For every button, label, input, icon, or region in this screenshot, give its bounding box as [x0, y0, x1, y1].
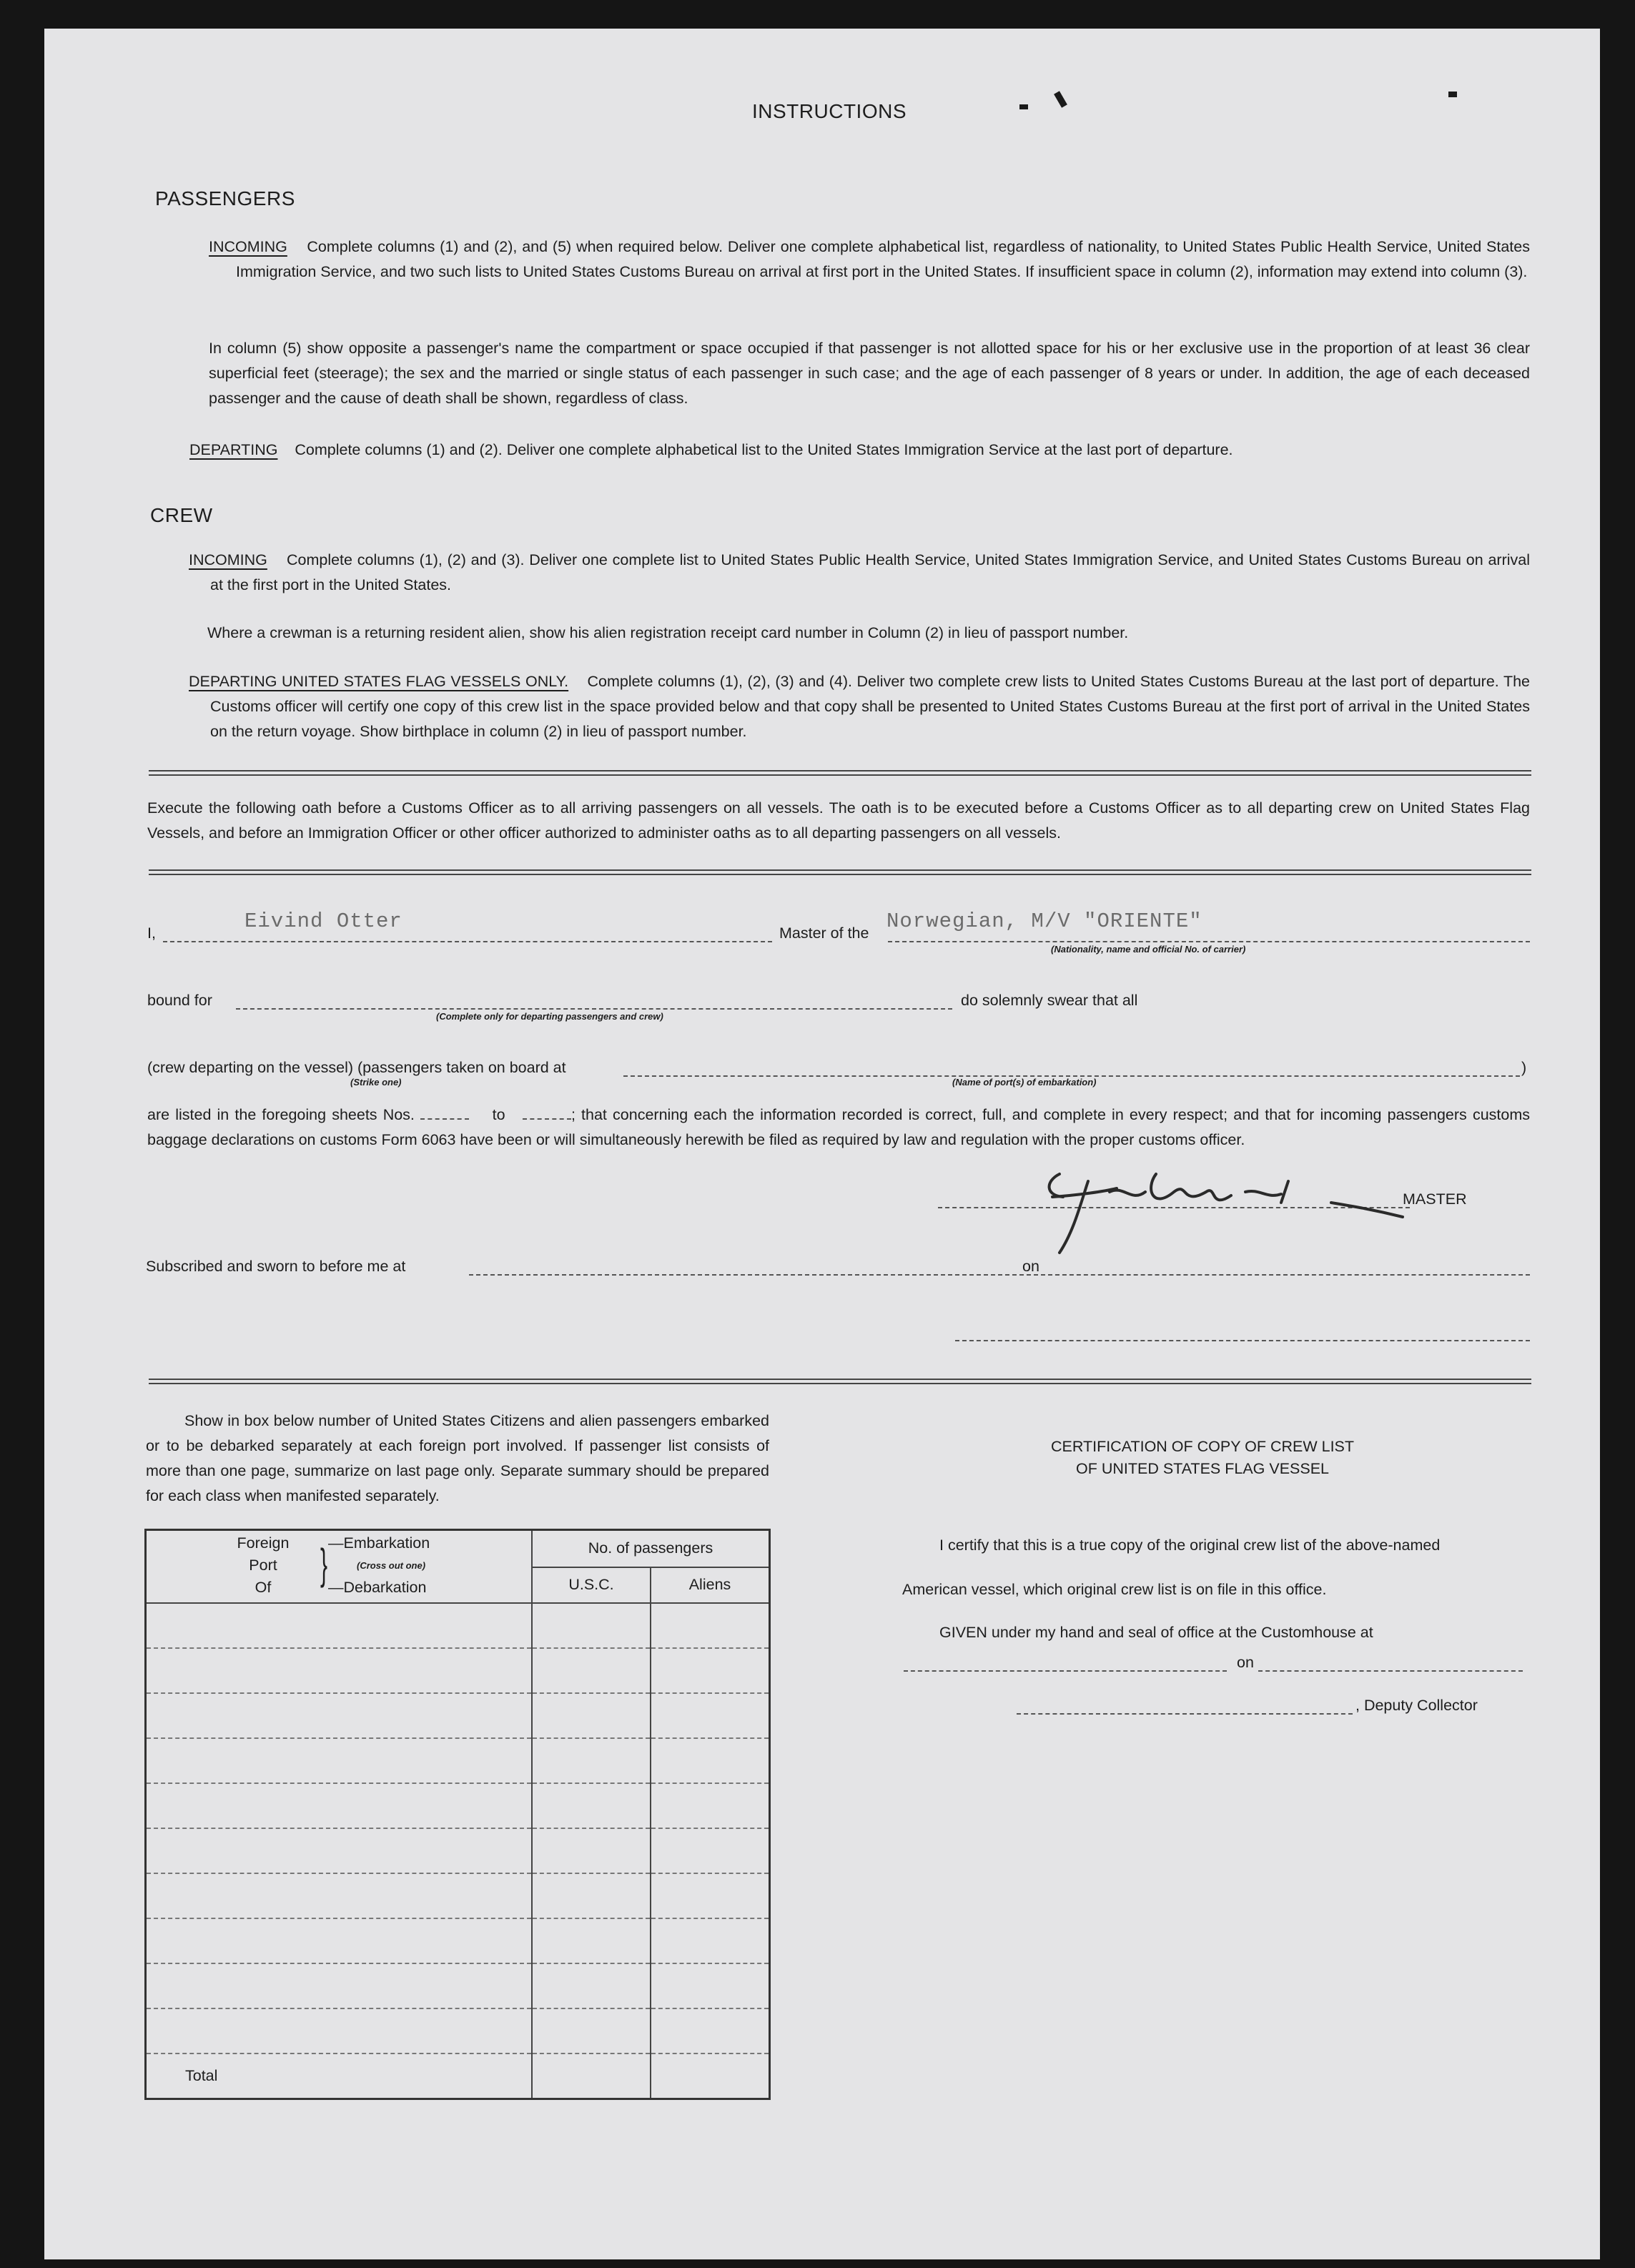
divider: [149, 770, 1531, 771]
master-of-label: Master of the: [779, 925, 869, 942]
aliens-cell[interactable]: [651, 1873, 770, 1918]
certification-line3: GIVEN under my hand and seal of office at the Customhouse at: [939, 1624, 1373, 1641]
sheet-to-field[interactable]: [523, 1118, 571, 1120]
divider: [149, 869, 1531, 871]
certification-line2: American vessel, which original crew list is on file in this office.: [902, 1581, 1327, 1598]
table-row: [146, 2008, 770, 2053]
certification-title-line2: OF UNITED STATES FLAG VESSEL: [1075, 1460, 1330, 1477]
aliens-cell[interactable]: [651, 1648, 770, 1693]
subscribed-on-label: on: [1022, 1258, 1039, 1275]
master-signature: [1031, 1153, 1417, 1260]
sheet-from-field[interactable]: [420, 1118, 469, 1120]
scan-mark: [1019, 104, 1028, 109]
customhouse-field[interactable]: [904, 1670, 1227, 1672]
deputy-collector-label: , Deputy Collector: [1355, 1697, 1478, 1714]
subscribed-place-field[interactable]: [469, 1274, 1059, 1276]
vessel-field[interactable]: [888, 941, 1530, 942]
crew-incoming-label: INCOMING: [189, 551, 267, 568]
aliens-cell[interactable]: [651, 1738, 770, 1783]
master-name-value: Eivind Otter: [244, 909, 402, 933]
total-row: [146, 2053, 770, 2099]
certification-title-line1: CERTIFICATION OF COPY OF CREW LIST: [1050, 1438, 1355, 1455]
divider: [149, 1383, 1531, 1384]
crew-departing-label: (crew departing on the vessel) (passengers taken on board at: [147, 1059, 566, 1076]
master-name-field[interactable]: [163, 941, 772, 942]
passengers-incoming-label: INCOMING: [209, 238, 287, 255]
port-cell[interactable]: [146, 1918, 533, 1963]
passengers-column5-paragraph: In column (5) show opposite a passenger's name the compartment or space occupied if that passenger is not allotted space for his or her exclusive use in the proportion of at least 36 clear superficial feet (steerage); the sex and the married or single status of each passenger in such case; and the age of each passenger of 8 years or under. In addition, the age of each deceased passenger and the cause of death shall be shown, regardless of class.: [209, 340, 1530, 407]
port-label: Port: [249, 1557, 277, 1574]
passengers-departing-label: DEPARTING: [189, 441, 278, 458]
port-header-cell: [146, 1530, 533, 1603]
strike-caption: (Strike one): [350, 1077, 402, 1088]
brace-icon: }: [320, 1540, 328, 1588]
master-label: MASTER: [1403, 1190, 1467, 1208]
bound-for-caption: (Complete only for departing passengers and crew): [436, 1011, 663, 1022]
cross-out-caption: (Cross out one): [357, 1560, 426, 1571]
certification-title: [902, 1436, 1503, 1480]
passengers-departing-paragraph: [189, 438, 1530, 463]
divider: [149, 1379, 1531, 1380]
swear-label: do solemnly swear that all: [961, 992, 1138, 1009]
usc-cell[interactable]: [532, 1963, 651, 2008]
page-title: INSTRUCTIONS: [752, 100, 907, 122]
passenger-summary-table: [144, 1529, 771, 2100]
foreign-label: Foreign: [237, 1534, 290, 1552]
table-row: [146, 1738, 770, 1783]
ports-caption: (Name of port(s) of embarkation): [952, 1077, 1097, 1088]
usc-cell[interactable]: [532, 1738, 651, 1783]
table-row: [146, 1963, 770, 2008]
close-paren: ): [1521, 1059, 1527, 1076]
aliens-cell[interactable]: [651, 1603, 770, 1648]
usc-cell[interactable]: [532, 1603, 651, 1648]
port-cell[interactable]: [146, 1738, 533, 1783]
table-row: [146, 1918, 770, 1963]
crew-alien-paragraph: Where a crewman is a returning resident alien, show his alien registration receipt card number in Column (2) in lieu of passport number.: [207, 624, 1129, 641]
table-row: [146, 1648, 770, 1693]
passengers-heading: PASSENGERS: [155, 187, 295, 209]
table-row: [146, 1828, 770, 1873]
port-cell[interactable]: [146, 1693, 533, 1738]
usc-cell[interactable]: [532, 1873, 651, 1918]
scan-mark: [1054, 91, 1067, 108]
usc-cell[interactable]: [532, 1918, 651, 1963]
debarkation-option[interactable]: —Debarkation: [328, 1579, 427, 1596]
of-label: Of: [255, 1579, 272, 1596]
aliens-cell[interactable]: [651, 1783, 770, 1828]
crew-departing-text: Complete columns (1), (2), (3) and (4). Deliver two complete crew lists to United States Customs Bureau at the last port of departure. The Customs officer will certify one copy of this crew list in the space provided below and that copy shall be presented to United States Customs Bureau at the first port of arrival in the United States on the return voyage. Show birthplace in column (2) in lieu of passport number.: [210, 673, 1530, 740]
officer-signature-field[interactable]: [955, 1340, 1530, 1341]
bound-for-field[interactable]: [236, 1008, 952, 1010]
oath-i-label: I,: [147, 925, 156, 942]
listed-start: are listed in the foregoing sheets Nos.: [147, 1106, 415, 1123]
passengers-header: No. of passengers: [532, 1530, 770, 1567]
embarkation-option[interactable]: —Embarkation: [328, 1534, 430, 1552]
table-row: [146, 1693, 770, 1738]
to-label: to: [492, 1106, 505, 1123]
crew-departing-paragraph: [189, 669, 1530, 744]
table-row: [146, 1873, 770, 1918]
oath-instructions: Execute the following oath before a Customs Officer as to all arriving passengers on all vessels. The oath is to be executed before a Customs Officer as to all departing crew on United States Flag Vessels, and before an Immigration Officer or other officer authorized to administer oaths as to all departing passengers on all vessels.: [147, 799, 1530, 842]
total-label: Total: [146, 2053, 533, 2099]
crew-incoming-text: Complete columns (1), (2) and (3). Deliver one complete list to United States Public Health Service, United States Immigration Service, and United States Customs Bureau on arrival at the first port in the United States.: [210, 551, 1530, 593]
table-row: [146, 1783, 770, 1828]
crew-incoming-paragraph: [189, 548, 1530, 598]
port-cell[interactable]: [146, 1873, 533, 1918]
scan-mark: [1448, 92, 1457, 97]
passengers-incoming-paragraph: [209, 235, 1530, 285]
summary-instructions: Show in box below number of United States Citizens and alien passengers embarked or to be debarked separately at each foreign port involved. If passenger list consists of more than one page, summarize on last page only. Separate summary should be prepared for each class when manifested separately.: [146, 1412, 769, 1504]
certification-date-field[interactable]: [1258, 1670, 1523, 1672]
subscribed-date-field[interactable]: [1048, 1274, 1530, 1276]
certification-on-label: on: [1237, 1654, 1254, 1671]
aliens-header: Aliens: [651, 1567, 770, 1603]
deputy-collector-signature-field[interactable]: [1017, 1713, 1353, 1715]
port-cell[interactable]: [146, 1648, 533, 1693]
form-sheet: [44, 29, 1600, 2259]
certification-line1: I certify that this is a true copy of the original crew list of the above-named: [939, 1537, 1441, 1554]
usc-cell[interactable]: [532, 1648, 651, 1693]
aliens-cell[interactable]: [651, 1693, 770, 1738]
table-row: [146, 1603, 770, 1648]
bound-for-label: bound for: [147, 992, 212, 1009]
aliens-total-cell[interactable]: [651, 2053, 770, 2099]
aliens-cell[interactable]: [651, 1963, 770, 2008]
vessel-caption: (Nationality, name and official No. of carrier): [1051, 944, 1246, 955]
usc-cell[interactable]: [532, 1783, 651, 1828]
vessel-value: Norwegian, M/V "ORIENTE": [886, 909, 1202, 933]
aliens-cell[interactable]: [651, 1918, 770, 1963]
passengers-incoming-text: Complete columns (1) and (2), and (5) when required below. Deliver one complete alphabetical list, regardless of nationality, to United States Public Health Service, United States Immigration Service, and two such lists to United States Customs Bureau on arrival at first port in the United States. If insufficient space in column (2), information may extend into column (3).: [236, 238, 1530, 280]
port-cell[interactable]: [146, 1963, 533, 2008]
listed-rest: ; that concerning each the information recorded is correct, full, and complete in every respect; and that for incoming passengers customs baggage declarations on customs Form 6063 have been or will simultaneously herewith be filed as required by law and regulation with the proper customs officer.: [147, 1106, 1530, 1148]
port-cell[interactable]: [146, 1603, 533, 1648]
passengers-departing-text: Complete columns (1) and (2). Deliver one complete alphabetical list to the United States Immigration Service at the last port of departure.: [295, 441, 1233, 458]
divider: [149, 874, 1531, 875]
subscribed-label: Subscribed and sworn to before me at: [146, 1258, 406, 1275]
usc-cell[interactable]: [532, 1693, 651, 1738]
usc-header: U.S.C.: [532, 1567, 651, 1603]
usc-cell[interactable]: [532, 2008, 651, 2053]
port-cell[interactable]: [146, 1828, 533, 1873]
crew-heading: CREW: [150, 504, 213, 526]
usc-total-cell[interactable]: [532, 2053, 651, 2099]
crew-departing-label: DEPARTING UNITED STATES FLAG VESSELS ONLY.: [189, 673, 569, 690]
port-cell[interactable]: [146, 1783, 533, 1828]
port-cell[interactable]: [146, 2008, 533, 2053]
aliens-cell[interactable]: [651, 2008, 770, 2053]
aliens-cell[interactable]: [651, 1828, 770, 1873]
oath-listed-paragraph: [147, 1103, 1530, 1153]
divider: [149, 774, 1531, 776]
usc-cell[interactable]: [532, 1828, 651, 1873]
